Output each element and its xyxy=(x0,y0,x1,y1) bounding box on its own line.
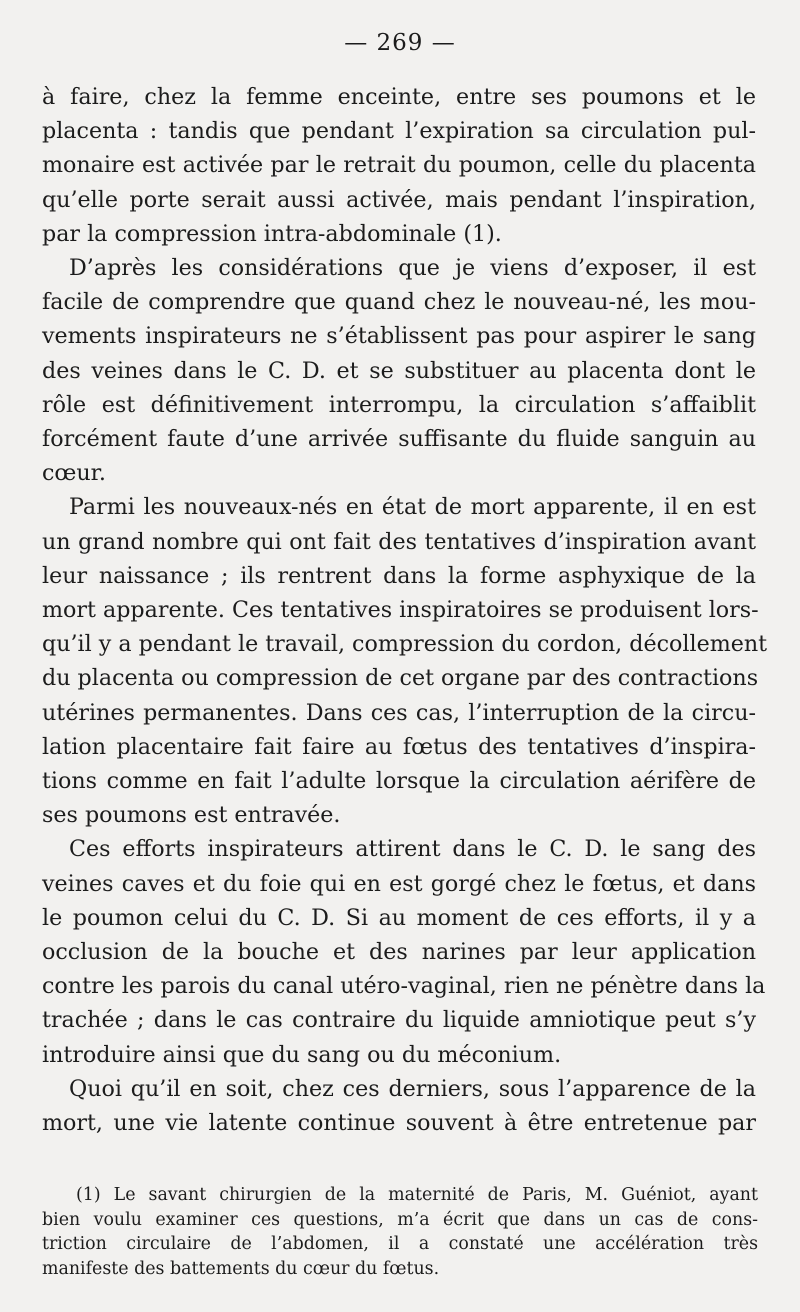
text-line: trachée ; dans le cas contraire du liquide amniotique peut s’y xyxy=(42,1007,756,1034)
text-line: Parmi les nouveaux-nés en état de mort apparente, il en est xyxy=(69,494,756,521)
footnote-line: manifeste des battements du cœur du fœtus. xyxy=(42,1258,440,1279)
paragraph-4 xyxy=(42,832,766,1071)
paragraph-3 xyxy=(42,490,768,832)
footnote-line: triction circulaire de l’abdomen, il a constaté une accélération très xyxy=(42,1234,758,1254)
text-line: veines caves et du foie qui en est gorgé chez le fœtus, et dans xyxy=(42,870,756,897)
text-line: monaire est activée par le retrait du poumon, celle du placenta xyxy=(42,152,756,179)
footnote-line: bien voulu examiner ces questions, m’a écrit que dans un cas de cons- xyxy=(42,1209,758,1230)
text-line: forcément faute d’une arrivée suffisante du fluide sanguin au xyxy=(42,426,756,453)
text-line: D’après les considérations que je viens d’exposer, il est xyxy=(69,255,756,282)
text-line: qu’elle porte serait aussi activée, mais pendant l’inspiration, xyxy=(42,186,756,213)
paragraph-5 xyxy=(42,1072,756,1140)
text-line: des veines dans le C. D. et se substituer au placenta dont le xyxy=(42,357,756,384)
text-line: du placenta ou compression de cet organe par des contractions xyxy=(42,665,759,692)
text-line: facile de comprendre que quand chez le nouveau-né, les mou- xyxy=(42,289,756,316)
body-text xyxy=(42,80,768,1140)
page-number: — 269 — xyxy=(344,30,456,56)
text-line: cœur. xyxy=(42,460,106,487)
text-line: leur naissance ; ils rentrent dans la forme asphyxique de la xyxy=(42,562,756,589)
text-line: introduire ainsi que du sang ou du méconium. xyxy=(42,1041,562,1068)
text-line: contre les parois du canal utéro-vaginal, rien ne pénètre dans la xyxy=(42,973,766,1000)
text-line: un grand nombre qui ont fait des tentatives d’inspiration avant xyxy=(42,528,756,555)
footnote-line: (1) Le savant chirurgien de la maternité de Paris, M. Guéniot, ayant xyxy=(76,1185,758,1205)
text-line: Quoi qu’il en soit, chez ces derniers, sous l’apparence de la xyxy=(69,1075,756,1102)
text-line: utérines permanentes. Dans ces cas, l’interruption de la circu- xyxy=(42,699,756,726)
footnote xyxy=(42,1183,758,1281)
paragraph-1 xyxy=(42,80,756,251)
text-line: Ces efforts inspirateurs attirent dans le C. D. le sang des xyxy=(69,836,756,863)
text-line: lation placentaire fait faire au fœtus des tentatives d’inspira- xyxy=(42,733,756,760)
text-line: mort apparente. Ces tentatives inspiratoires se produisent lors- xyxy=(42,597,759,624)
text-line: à faire, chez la femme enceinte, entre ses poumons et le xyxy=(42,84,756,110)
text-line: placenta : tandis que pendant l’expiration sa circulation pul- xyxy=(42,118,756,145)
text-line: occlusion de la bouche et des narines par leur application xyxy=(42,939,756,966)
text-line: tions comme en fait l’adulte lorsque la circulation aérifère de xyxy=(42,768,756,795)
text-line: ses poumons est entravée. xyxy=(42,802,341,829)
text-line: mort, une vie latente continue souvent à être entretenue par xyxy=(42,1110,756,1137)
paragraph-2 xyxy=(42,251,756,490)
text-line: le poumon celui du C. D. Si au moment de ces efforts, il y a xyxy=(42,904,756,931)
text-line: rôle est définitivement interrompu, la circulation s’affaiblit xyxy=(42,391,756,418)
text-line: vements inspirateurs ne s’établissent pas pour aspirer le sang xyxy=(42,323,756,350)
text-line: qu’il y a pendant le travail, compression du cordon, décollement xyxy=(42,631,768,658)
text-line: par la compression intra-abdominale (1). xyxy=(42,220,502,247)
